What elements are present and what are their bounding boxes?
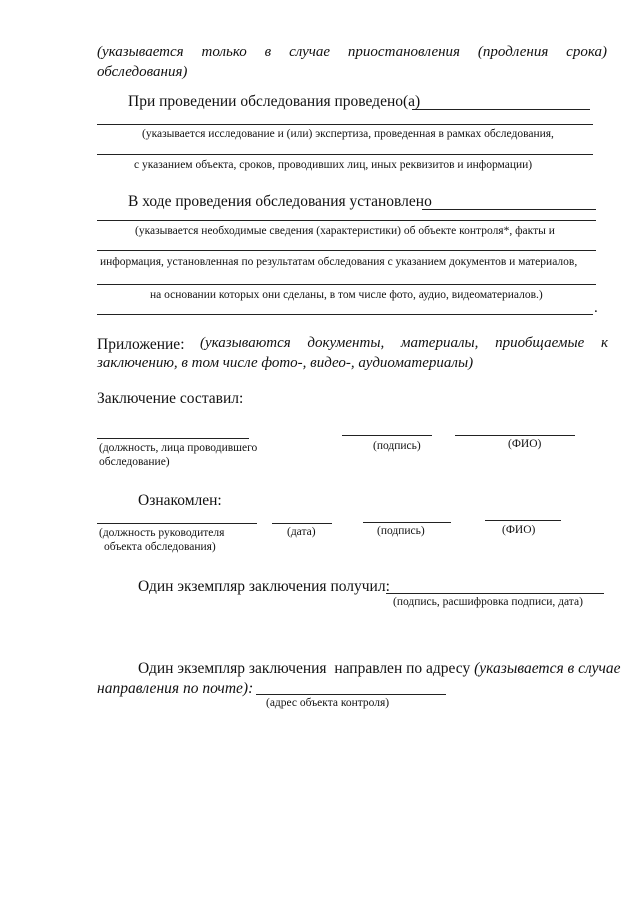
compiled-name-line: [455, 435, 575, 436]
compiled-name-hint: (ФИО): [508, 438, 542, 450]
acquainted-date-hint: (дата): [287, 526, 316, 538]
acquainted-signature-hint: (подпись): [377, 525, 425, 537]
attachment-line-1: [200, 335, 608, 352]
sent-text-main: Один экземпляр заключения направлен по адресу: [138, 660, 471, 677]
acquainted-name-line: [485, 520, 561, 521]
investigation-hint-1: (указывается исследование и (или) экспертиза, проведенная в рамках обследования,: [142, 128, 554, 140]
acquainted-date-line: [272, 523, 332, 524]
findings-line-3: [97, 284, 596, 285]
attachment-label: Приложение:: [97, 336, 185, 353]
investigation-heading: При проведении обследования проведено(а): [128, 93, 421, 110]
investigation-line-2: [97, 154, 593, 155]
investigation-line-1: [97, 124, 593, 125]
investigation-fill-line: [412, 109, 590, 110]
received-signature-line: [386, 593, 604, 594]
compiled-position-hint-1: (должность, лица проводившего: [99, 442, 258, 454]
findings-line-2: [97, 250, 596, 251]
findings-fill-line: [422, 209, 596, 210]
sent-address-line: [256, 694, 446, 695]
top-note-word: приостановления: [347, 44, 461, 60]
findings-heading: В ходе проведения обследования установлено: [128, 193, 432, 210]
attachment-word: приобщаемые: [495, 335, 585, 351]
findings-hint-3: на основании которых они сделаны, в том числе фото, аудио, видеоматериалов.): [150, 289, 543, 301]
compiled-position-hint-2: обследование): [99, 456, 170, 468]
acquainted-position-hint-2: объекта обследования): [104, 541, 216, 553]
findings-line-1: [97, 220, 596, 221]
sent-hint: (адрес объекта контроля): [266, 697, 390, 709]
received-text: Один экземпляр заключения получил:: [138, 578, 390, 595]
compiled-signature-line: [342, 435, 432, 436]
top-note-line-2: обследования): [97, 64, 188, 80]
top-note-word: в: [264, 44, 272, 60]
acquainted-name-hint: (ФИО): [502, 524, 536, 536]
compiled-heading: Заключение составил:: [97, 390, 244, 407]
attachment-word: документы,: [307, 335, 385, 351]
findings-end-dot: .: [594, 300, 598, 316]
attachment-word: к: [600, 335, 608, 351]
investigation-hint-2: с указанием объекта, сроков, проводивших лиц, иных реквизитов и информации): [134, 159, 533, 171]
received-hint: (подпись, расшифровка подписи, дата): [393, 596, 583, 608]
attachment-word: (указываются: [200, 335, 291, 351]
findings-hint-1: (указывается необходимые сведения (характеристики) об объекте контроля*, факты и: [135, 225, 555, 237]
top-note-line-1: [97, 44, 607, 61]
findings-hint-2: информация, установленная по результатам обследования с указанием документов и материалов,: [100, 256, 578, 268]
acquainted-signature-line: [363, 522, 451, 523]
sent-line-2: направления по почте):: [97, 680, 254, 697]
compiled-position-line: [97, 438, 249, 439]
acquainted-position-hint-1: (должность руководителя: [99, 527, 225, 539]
sent-text: [138, 660, 620, 678]
top-note-word: случае: [289, 44, 331, 60]
acquainted-position-line: [97, 523, 257, 524]
sent-text-italic: (указывается в случае: [474, 660, 621, 677]
top-note-word: (продления: [477, 44, 549, 60]
attachment-line-2: заключению, в том числе фото-, видео-, аудиоматериалы): [97, 355, 474, 371]
findings-line-4: [97, 314, 593, 315]
compiled-signature-hint: (подпись): [373, 440, 421, 452]
attachment-word: материалы,: [400, 335, 479, 351]
top-note-word: срока): [566, 44, 607, 60]
acquainted-heading: Ознакомлен:: [138, 492, 222, 509]
top-note-word: только: [201, 44, 247, 60]
top-note-word: (указывается: [97, 44, 184, 60]
